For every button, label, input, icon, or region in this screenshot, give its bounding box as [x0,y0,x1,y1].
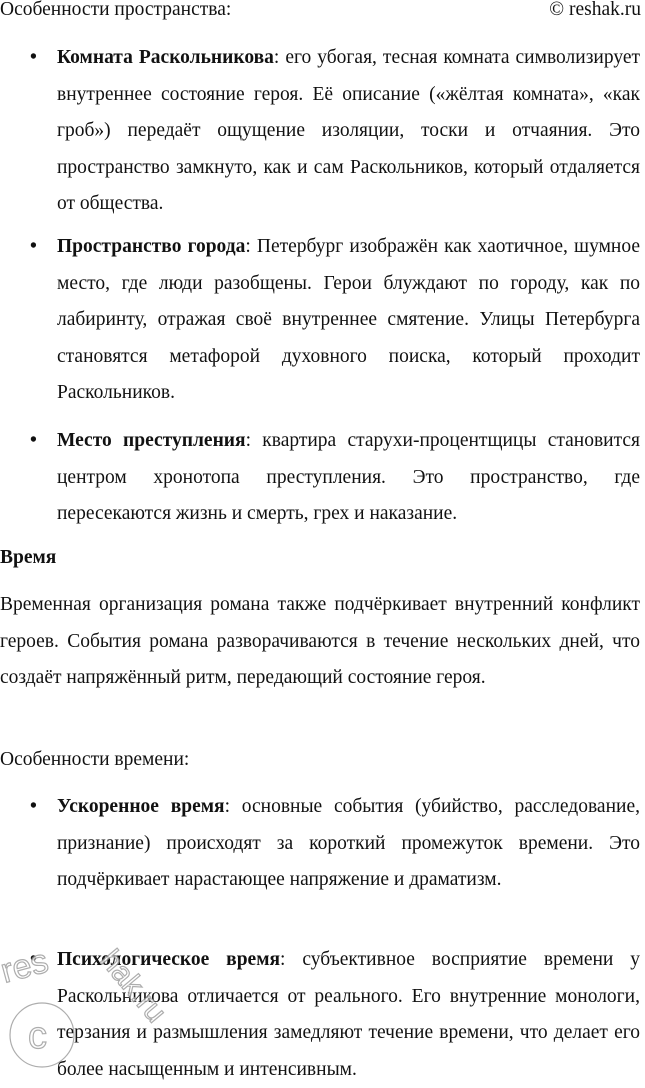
list-item-text: : квартира старухи-процентщицы становится центром хронотопа преступления. Это пространство, где пересекаются жизнь и смерть, грех и наказание. [57,430,640,525]
list-item-term: Место преступления [57,430,246,451]
list-item-text: : субъективное восприятие времени у Раскольникова отличается от реального. Его внутренние монологи, терзания и размышления замедляют течение времени, что делает его более насыщенным и интенсивным. [57,949,640,1080]
bullet-icon: • [30,949,37,970]
list-item [30,423,640,533]
svg-text:res [0,942,52,991]
list-item-term: Ускоренное время [57,796,225,817]
list-item [30,229,640,412]
bullet-icon: • [30,47,37,68]
time-features-label: Особенности времени: [0,749,190,770]
svg-text:c [28,1015,47,1057]
copyright-label: © reshak.ru [549,0,641,20]
section-label: Особенности пространства: [0,0,232,20]
list-item [30,789,640,899]
time-paragraph: Временная организация романа также подчёркивает внутренний конфликт героев. События романа разворачиваются в течение нескольких дней, что создаёт напряжённый ритм, передающий состояние героя. [0,594,640,689]
time-heading: Время [0,547,57,568]
bullet-icon: • [30,796,37,817]
list-item-term: Пространство города [57,236,246,257]
watermark-logo [0,940,170,1080]
list-item-text: : его убогая, тесная комната символизирует внутреннее состояние героя. Её описание («жёлтая комната», «как гроб») передаёт ощущение изоляции, тоски и отчаяния. Это пространство замкнуто, как и сам Раскольников, который отдаляется от общества. [57,47,640,215]
list-item-term: Психологическое время [57,949,281,970]
svg-text:hak.ru [94,944,170,1029]
bullet-icon: • [30,236,37,257]
list-item-text: : основные события (убийство, расследование, признание) происходят за короткий промежуток времени. Это подчёркивает нарастающее напряжение и драматизм. [57,796,640,891]
list-item [30,40,640,223]
bullet-icon: • [30,430,37,451]
list-item-term: Комната Раскольникова [57,47,274,68]
list-item-text: : Петербург изображён как хаотичное, шумное место, где люди разобщены. Герои блуждают по городу, как по лабиринту, отражая своё внутреннее смятение. Улицы Петербурга становятся метафорой духовного поиска, который проходит Раскольников. [57,236,640,404]
